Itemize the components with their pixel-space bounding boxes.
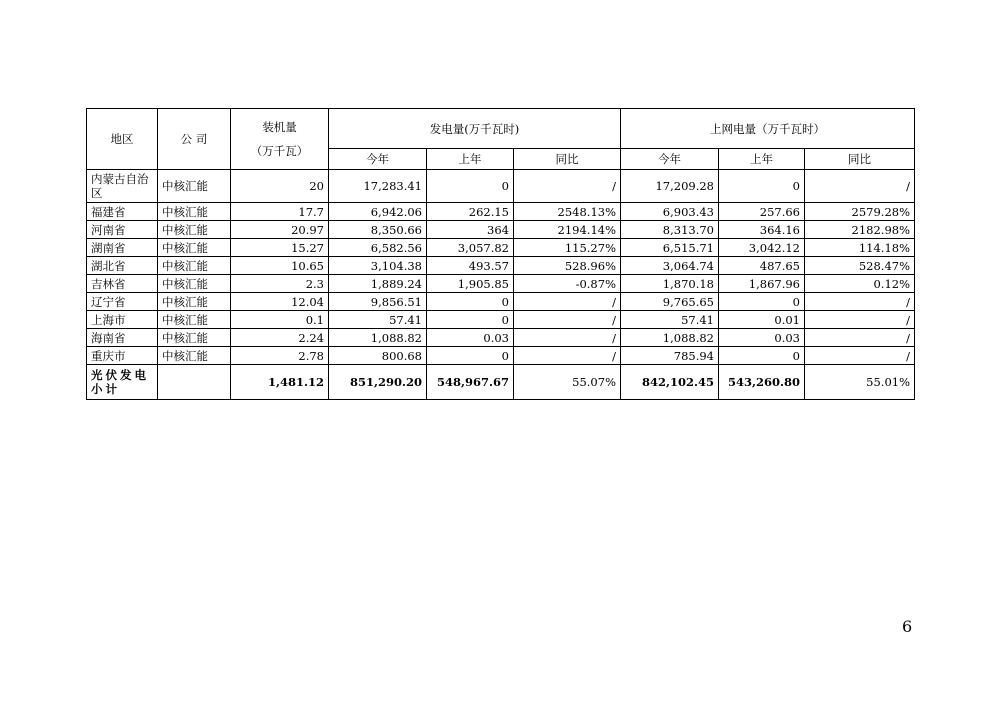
cell-gen-this-year: 800.68 (329, 347, 427, 365)
cell-gen-this-year: 17,283.41 (329, 170, 427, 203)
cell-gen-yoy: 2194.14% (514, 221, 621, 239)
cell-grid-last-year: 0.03 (719, 329, 805, 347)
header-grid: 上网电量（万千瓦时） (621, 109, 915, 149)
cell-grid-yoy: / (805, 329, 915, 347)
cell-gen-yoy: 528.96% (514, 257, 621, 275)
cell-region: 上海市 (87, 311, 158, 329)
cell-grid-last-year: 3,042.12 (719, 239, 805, 257)
cell-region: 福建省 (87, 203, 158, 221)
total-gen-last-year: 548,967.67 (427, 365, 514, 400)
table-row (87, 239, 915, 257)
cell-grid-yoy: 2579.28% (805, 203, 915, 221)
cell-grid-this-year: 3,064.74 (621, 257, 719, 275)
cell-gen-this-year: 9,856.51 (329, 293, 427, 311)
cell-company: 中核汇能 (158, 293, 231, 311)
table-row (87, 170, 915, 203)
header-capacity-line2: （万千瓦） (250, 144, 309, 158)
cell-grid-yoy: / (805, 170, 915, 203)
total-grid-this-year: 842,102.45 (621, 365, 719, 400)
table-row (87, 257, 915, 275)
cell-company: 中核汇能 (158, 239, 231, 257)
cell-grid-this-year: 9,765.65 (621, 293, 719, 311)
cell-company: 中核汇能 (158, 257, 231, 275)
cell-gen-this-year: 57.41 (329, 311, 427, 329)
cell-region: 重庆市 (87, 347, 158, 365)
cell-capacity: 20.97 (231, 221, 329, 239)
cell-company: 中核汇能 (158, 170, 231, 203)
cell-capacity: 2.24 (231, 329, 329, 347)
total-capacity: 1,481.12 (231, 365, 329, 400)
cell-gen-yoy: / (514, 347, 621, 365)
table-row (87, 347, 915, 365)
cell-gen-yoy: 115.27% (514, 239, 621, 257)
cell-grid-this-year: 1,870.18 (621, 275, 719, 293)
cell-region: 内蒙古自治区 (87, 170, 158, 203)
header-generation: 发电量(万千瓦时) (329, 109, 621, 149)
cell-grid-this-year: 57.41 (621, 311, 719, 329)
header-region: 地区 (87, 109, 158, 170)
cell-capacity: 2.78 (231, 347, 329, 365)
cell-region: 吉林省 (87, 275, 158, 293)
cell-region: 辽宁省 (87, 293, 158, 311)
header-capacity-line1: 装机量 (262, 120, 297, 134)
cell-gen-last-year: 0 (427, 170, 514, 203)
cell-grid-last-year: 0 (719, 170, 805, 203)
total-grid-last-year: 543,260.80 (719, 365, 805, 400)
table-row (87, 221, 915, 239)
cell-gen-last-year: 493.57 (427, 257, 514, 275)
generation-table (86, 108, 915, 400)
cell-grid-this-year: 1,088.82 (621, 329, 719, 347)
cell-gen-last-year: 364 (427, 221, 514, 239)
cell-grid-this-year: 17,209.28 (621, 170, 719, 203)
table-row (87, 275, 915, 293)
cell-company: 中核汇能 (158, 347, 231, 365)
cell-gen-yoy: -0.87% (514, 275, 621, 293)
cell-capacity: 17.7 (231, 203, 329, 221)
total-row (87, 365, 915, 400)
cell-grid-this-year: 6,903.43 (621, 203, 719, 221)
cell-region: 湖南省 (87, 239, 158, 257)
cell-gen-last-year: 3,057.82 (427, 239, 514, 257)
cell-company: 中核汇能 (158, 329, 231, 347)
cell-grid-last-year: 257.66 (719, 203, 805, 221)
cell-grid-this-year: 8,313.70 (621, 221, 719, 239)
cell-gen-this-year: 1,088.82 (329, 329, 427, 347)
header-capacity-gap (235, 134, 324, 144)
cell-company: 中核汇能 (158, 275, 231, 293)
cell-gen-this-year: 3,104.38 (329, 257, 427, 275)
header-gen-yoy: 同比 (514, 149, 621, 170)
header-gen-last-year: 上年 (427, 149, 514, 170)
cell-grid-last-year: 487.65 (719, 257, 805, 275)
header-gen-this-year: 今年 (329, 149, 427, 170)
table-row (87, 293, 915, 311)
cell-gen-yoy: / (514, 311, 621, 329)
cell-capacity: 12.04 (231, 293, 329, 311)
table-row (87, 203, 915, 221)
cell-company: 中核汇能 (158, 221, 231, 239)
header-company: 公 司 (158, 109, 231, 170)
total-grid-yoy: 55.01% (805, 365, 915, 400)
cell-grid-this-year: 6,515.71 (621, 239, 719, 257)
cell-grid-yoy: 528.47% (805, 257, 915, 275)
cell-grid-last-year: 0 (719, 347, 805, 365)
cell-region: 河南省 (87, 221, 158, 239)
cell-gen-yoy: 2548.13% (514, 203, 621, 221)
total-gen-yoy: 55.07% (514, 365, 621, 400)
total-gen-this-year: 851,290.20 (329, 365, 427, 400)
table-body (87, 109, 915, 400)
cell-gen-this-year: 1,889.24 (329, 275, 427, 293)
cell-company: 中核汇能 (158, 311, 231, 329)
cell-company: 中核汇能 (158, 203, 231, 221)
cell-gen-yoy: / (514, 329, 621, 347)
cell-gen-this-year: 8,350.66 (329, 221, 427, 239)
cell-grid-yoy: 114.18% (805, 239, 915, 257)
cell-grid-this-year: 785.94 (621, 347, 719, 365)
cell-grid-last-year: 0 (719, 293, 805, 311)
cell-gen-this-year: 6,582.56 (329, 239, 427, 257)
cell-gen-yoy: / (514, 293, 621, 311)
table-row (87, 311, 915, 329)
cell-grid-last-year: 364.16 (719, 221, 805, 239)
cell-gen-last-year: 0.03 (427, 329, 514, 347)
cell-gen-last-year: 0 (427, 311, 514, 329)
cell-region: 海南省 (87, 329, 158, 347)
cell-grid-last-year: 1,867.96 (719, 275, 805, 293)
cell-capacity: 20 (231, 170, 329, 203)
cell-gen-yoy: / (514, 170, 621, 203)
total-label: 光伏发电小计 (87, 365, 158, 400)
table-row (87, 329, 915, 347)
cell-grid-yoy: / (805, 347, 915, 365)
cell-region: 湖北省 (87, 257, 158, 275)
cell-capacity: 10.65 (231, 257, 329, 275)
cell-gen-last-year: 0 (427, 347, 514, 365)
cell-gen-last-year: 0 (427, 293, 514, 311)
header-grid-this-year: 今年 (621, 149, 719, 170)
cell-grid-yoy: 0.12% (805, 275, 915, 293)
page-number: 6 (902, 617, 913, 636)
cell-capacity: 2.3 (231, 275, 329, 293)
header-capacity (231, 109, 329, 170)
cell-grid-yoy: / (805, 311, 915, 329)
cell-gen-last-year: 262.15 (427, 203, 514, 221)
header-grid-last-year: 上年 (719, 149, 805, 170)
header-grid-yoy: 同比 (805, 149, 915, 170)
cell-grid-yoy: / (805, 293, 915, 311)
total-company (158, 365, 231, 400)
cell-gen-last-year: 1,905.85 (427, 275, 514, 293)
cell-capacity: 15.27 (231, 239, 329, 257)
header-row-1 (87, 109, 915, 149)
cell-grid-last-year: 0.01 (719, 311, 805, 329)
cell-gen-this-year: 6,942.06 (329, 203, 427, 221)
cell-capacity: 0.1 (231, 311, 329, 329)
cell-grid-yoy: 2182.98% (805, 221, 915, 239)
